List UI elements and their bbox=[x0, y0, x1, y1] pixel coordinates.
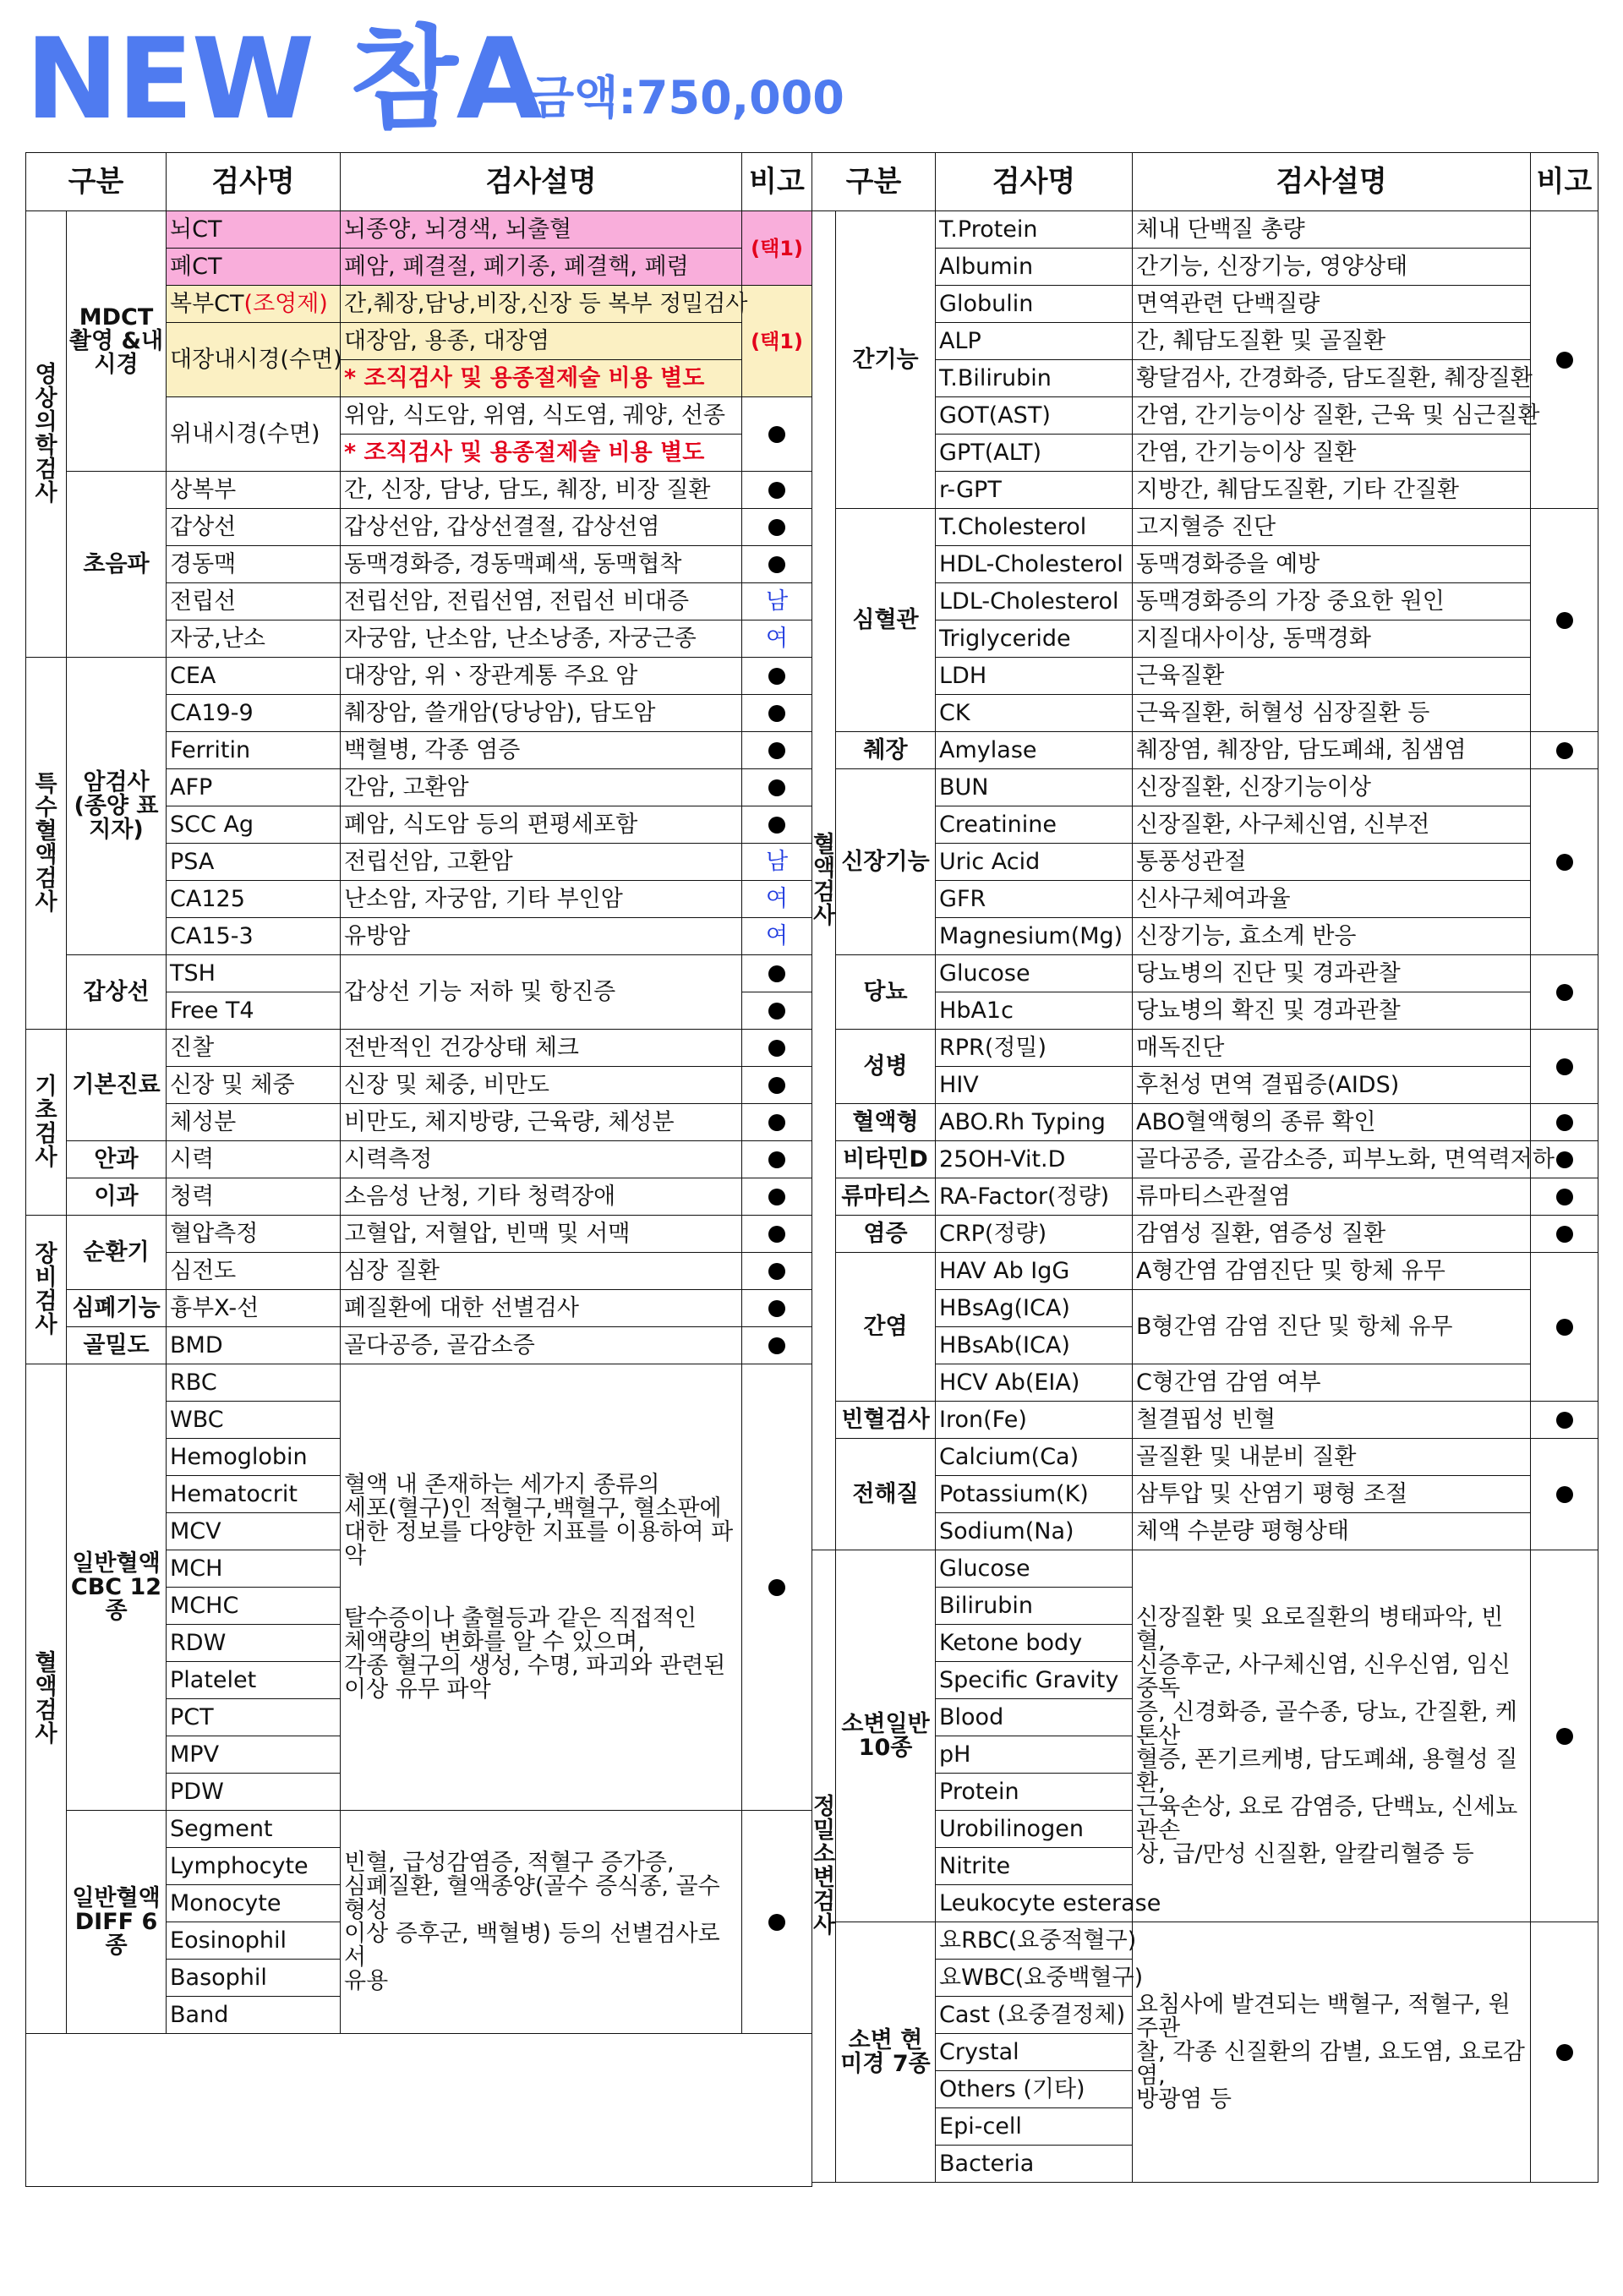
note-dot bbox=[742, 955, 812, 992]
group-imaging: 영상의학검사 bbox=[26, 211, 67, 658]
header-desc: 검사설명 bbox=[341, 153, 742, 211]
desc-tumor: 폐암, 식도암 등의 편평세포함 bbox=[341, 806, 742, 844]
group-kidney: 신장기능 bbox=[836, 769, 936, 955]
test-bmd: BMD bbox=[167, 1327, 341, 1364]
test-cbc: Hematocrit bbox=[167, 1476, 341, 1513]
note-dot bbox=[742, 695, 812, 732]
test-urinalysis: Nitrite bbox=[936, 1848, 1133, 1885]
included-dot-icon bbox=[768, 779, 785, 796]
header-category: 구분 bbox=[812, 153, 936, 211]
desc-kidney: 신장기능, 효소계 반응 bbox=[1133, 918, 1531, 955]
group-cbc: 일반혈액 CBC 12종 bbox=[67, 1364, 167, 1811]
note-pick2: (택1) bbox=[742, 286, 812, 397]
included-dot-icon bbox=[1556, 1486, 1573, 1503]
test-liver: Albumin bbox=[936, 249, 1133, 286]
note-male: 남 bbox=[742, 844, 812, 881]
test-std: HIV bbox=[936, 1067, 1133, 1104]
test-cbc: Hemoglobin bbox=[167, 1439, 341, 1476]
note-colonoscopy-cost: * 조직검사 및 용종절제술 비용 별도 bbox=[341, 360, 742, 397]
note-urinalysis bbox=[1531, 1550, 1598, 1922]
test-ecg: 심전도 bbox=[167, 1253, 341, 1290]
desc-ra: 류마티스관절염 bbox=[1133, 1178, 1531, 1216]
test-vitamin-d: 25OH-Vit.D bbox=[936, 1141, 1133, 1178]
included-dot-icon bbox=[768, 519, 785, 536]
test-iron: Iron(Fe) bbox=[936, 1402, 1133, 1439]
test-cbc: Platelet bbox=[167, 1662, 341, 1699]
test-electrolyte: Calcium(Ca) bbox=[936, 1439, 1133, 1476]
desc-tumor: 유방암 bbox=[341, 918, 742, 955]
note-dot bbox=[1531, 732, 1598, 769]
test-tumor: CA19-9 bbox=[167, 695, 341, 732]
test-basic: 체성분 bbox=[167, 1104, 341, 1141]
group-urinalysis: 소변일반 10종 bbox=[836, 1550, 936, 1922]
group-std: 성병 bbox=[836, 1030, 936, 1104]
group-ultrasound: 초음파 bbox=[67, 472, 167, 658]
group-cardiopulmonary: 심폐기능 bbox=[67, 1290, 167, 1327]
included-dot-icon bbox=[768, 1114, 785, 1131]
test-hepatitis: HCV Ab(EIA) bbox=[936, 1364, 1133, 1402]
group-blood-type: 혈액형 bbox=[836, 1104, 936, 1141]
test-kidney: Creatinine bbox=[936, 806, 1133, 844]
desc-std: 매독진단 bbox=[1133, 1030, 1531, 1067]
test-abd-ct: 복부CT(조영제) bbox=[167, 286, 341, 323]
included-dot-icon bbox=[1556, 742, 1573, 759]
test-free-t4: Free T4 bbox=[167, 992, 341, 1030]
test-diff: Segment bbox=[167, 1811, 341, 1848]
test-diff: Eosinophil bbox=[167, 1922, 341, 1960]
note-female: 여 bbox=[742, 881, 812, 918]
test-hepatitis: HBsAg(ICA) bbox=[936, 1290, 1133, 1327]
included-dot-icon bbox=[768, 965, 785, 982]
note-diff bbox=[742, 1811, 812, 2034]
test-hepatitis: HAV Ab IgG bbox=[936, 1253, 1133, 1290]
group-diabetes: 당뇨 bbox=[836, 955, 936, 1030]
desc-diabetes: 당뇨병의 진단 및 경과관찰 bbox=[1133, 955, 1531, 992]
header-note: 비고 bbox=[1531, 153, 1598, 211]
note-dot bbox=[742, 546, 812, 583]
desc-diabetes: 당뇨병의 확진 및 경과관찰 bbox=[1133, 992, 1531, 1030]
note-dot bbox=[742, 1290, 812, 1327]
desc-ecg: 심장 질환 bbox=[341, 1253, 742, 1290]
desc-tumor: 난소암, 자궁암, 기타 부인암 bbox=[341, 881, 742, 918]
desc-vitamin-d: 골다공증, 골감소증, 피부노화, 면역력저하 bbox=[1133, 1141, 1531, 1178]
test-urinalysis: Urobilinogen bbox=[936, 1811, 1133, 1848]
note-pick1: (택1) bbox=[742, 211, 812, 286]
note-dot bbox=[742, 1141, 812, 1178]
desc-kidney: 신장질환, 사구체신염, 신부전 bbox=[1133, 806, 1531, 844]
header-test: 검사명 bbox=[936, 153, 1133, 211]
desc-tumor: 백혈병, 각종 염증 bbox=[341, 732, 742, 769]
test-liver: GOT(AST) bbox=[936, 397, 1133, 435]
test-kidney: BUN bbox=[936, 769, 1133, 806]
test-blood-type: ABO.Rh Typing bbox=[936, 1104, 1133, 1141]
test-diabetes: HbA1c bbox=[936, 992, 1133, 1030]
desc-liver: 황달검사, 간경화증, 담도질환, 췌장질환 bbox=[1133, 360, 1531, 397]
included-dot-icon bbox=[768, 1337, 785, 1354]
included-dot-icon bbox=[768, 1226, 785, 1243]
test-tumor: Ferritin bbox=[167, 732, 341, 769]
test-liver: GPT(ALT) bbox=[936, 435, 1133, 472]
test-vision: 시력 bbox=[167, 1141, 341, 1178]
included-dot-icon bbox=[768, 1003, 785, 1020]
note-liver bbox=[1531, 211, 1598, 509]
empty-area bbox=[26, 2034, 812, 2187]
test-hepatitis: HBsAb(ICA) bbox=[936, 1327, 1133, 1364]
test-cardio: Triglyceride bbox=[936, 620, 1133, 658]
included-dot-icon bbox=[768, 1914, 785, 1931]
group-electrolyte: 전해질 bbox=[836, 1439, 936, 1550]
desc-hepatitis: C형간염 감염 여부 bbox=[1133, 1364, 1531, 1402]
header-note: 비고 bbox=[742, 153, 812, 211]
desc-cardio: 지질대사이상, 동맥경화 bbox=[1133, 620, 1531, 658]
note-dot bbox=[742, 1253, 812, 1290]
test-urinalysis: Glucose bbox=[936, 1550, 1133, 1588]
desc-kidney: 신장질환, 신장기능이상 bbox=[1133, 769, 1531, 806]
test-amylase: Amylase bbox=[936, 732, 1133, 769]
note-std bbox=[1531, 1030, 1598, 1104]
desc-liver: 간기능, 신장기능, 영양상태 bbox=[1133, 249, 1531, 286]
desc-us: 간, 신장, 담낭, 담도, 췌장, 비장 질환 bbox=[341, 472, 742, 509]
desc-basic: 비만도, 체지방량, 근육량, 체성분 bbox=[341, 1104, 742, 1141]
test-liver: Globulin bbox=[936, 286, 1133, 323]
included-dot-icon bbox=[768, 1151, 785, 1168]
note-dot bbox=[742, 732, 812, 769]
note-dot bbox=[742, 806, 812, 844]
note-dot bbox=[742, 1216, 812, 1253]
note-dot bbox=[742, 509, 812, 546]
test-std: RPR(정밀) bbox=[936, 1030, 1133, 1067]
test-kidney: Magnesium(Mg) bbox=[936, 918, 1133, 955]
desc-kidney: 신사구체여과율 bbox=[1133, 881, 1531, 918]
test-cbc: WBC bbox=[167, 1402, 341, 1439]
included-dot-icon bbox=[768, 705, 785, 722]
test-microscopy: Others (기타) bbox=[936, 2071, 1133, 2108]
test-bp: 혈압측정 bbox=[167, 1216, 341, 1253]
group-hepatitis: 간염 bbox=[836, 1253, 936, 1402]
price-label: 금액:750,000 bbox=[530, 71, 844, 124]
group-urine-microscopy: 소변 현미경 7종 bbox=[836, 1922, 936, 2183]
desc-us: 전립선암, 전립선염, 전립선 비대증 bbox=[341, 583, 742, 620]
test-diff: Band bbox=[167, 1997, 341, 2034]
desc-tumor: 전립선암, 고환암 bbox=[341, 844, 742, 881]
desc-electrolyte: 골질환 및 내분비 질환 bbox=[1133, 1439, 1531, 1476]
included-dot-icon bbox=[768, 1077, 785, 1094]
note-cbc bbox=[742, 1364, 812, 1811]
desc-colonoscopy: 대장암, 용종, 대장염 bbox=[341, 323, 742, 360]
test-urinalysis: pH bbox=[936, 1736, 1133, 1774]
test-cardio: LDH bbox=[936, 658, 1133, 695]
desc-urinalysis: 신장질환 및 요로질환의 병태파악, 빈혈, 신증후군, 사구체신염, 신우신염, 임신중독 증, 신경화증, 골수종, 당뇨, 간질환, 케톤산 혈증, 폰기르케병, 담도폐쇄, 용혈성 질환, 근육손상, 요로 감염증, 단백뇨, 신세뇨관손 상, 급/만성 신질환, 알칼리혈증 등 bbox=[1133, 1550, 1531, 1922]
desc-electrolyte: 삼투압 및 산염기 평형 조절 bbox=[1133, 1476, 1531, 1513]
desc-lung-ct: 폐암, 폐결절, 폐기종, 폐결핵, 폐렴 bbox=[341, 249, 742, 286]
test-cbc: PCT bbox=[167, 1699, 341, 1736]
included-dot-icon bbox=[768, 426, 785, 443]
test-electrolyte: Sodium(Na) bbox=[936, 1513, 1133, 1550]
test-urinalysis: Leukocyte esterase bbox=[936, 1885, 1133, 1922]
note-cardio bbox=[1531, 509, 1598, 732]
group-circulation: 순환기 bbox=[67, 1216, 167, 1290]
group-anemia: 빈혈검사 bbox=[836, 1402, 936, 1439]
desc-tumor: 췌장암, 쓸개암(당낭암), 담도암 bbox=[341, 695, 742, 732]
test-gastroscopy: 위내시경(수면) bbox=[167, 397, 341, 472]
included-dot-icon bbox=[1556, 1058, 1573, 1075]
test-ra: RA-Factor(정량) bbox=[936, 1178, 1133, 1216]
test-microscopy: Crystal bbox=[936, 2034, 1133, 2071]
included-dot-icon bbox=[1556, 352, 1573, 369]
test-kidney: Uric Acid bbox=[936, 844, 1133, 881]
desc-basic: 신장 및 체중, 비만도 bbox=[341, 1067, 742, 1104]
included-dot-icon bbox=[1556, 984, 1573, 1001]
desc-us: 동맥경화증, 경동맥폐색, 동맥협착 bbox=[341, 546, 742, 583]
test-cbc: MCHC bbox=[167, 1588, 341, 1625]
desc-gastroscopy: 위암, 식도암, 위염, 식도염, 궤양, 선종 bbox=[341, 397, 742, 435]
note-dot bbox=[742, 1327, 812, 1364]
desc-tumor: 간암, 고환암 bbox=[341, 769, 742, 806]
test-cardio: LDL-Cholesterol bbox=[936, 583, 1133, 620]
desc-liver: 면역관련 단백질량 bbox=[1133, 286, 1531, 323]
included-dot-icon bbox=[768, 742, 785, 759]
group-vitamin-d: 비타민D bbox=[836, 1141, 936, 1178]
test-urinalysis: Protein bbox=[936, 1774, 1133, 1811]
test-cardio: CK bbox=[936, 695, 1133, 732]
test-tumor: SCC Ag bbox=[167, 806, 341, 844]
included-dot-icon bbox=[1556, 1226, 1573, 1243]
test-us: 경동맥 bbox=[167, 546, 341, 583]
group-special-blood: 특수혈액검사 bbox=[26, 658, 67, 1030]
desc-chest-xray: 폐질환에 대한 선별검사 bbox=[341, 1290, 742, 1327]
test-urinalysis: Bilirubin bbox=[936, 1588, 1133, 1625]
note-gastroscopy-cost: * 조직검사 및 용종절제술 비용 별도 bbox=[341, 435, 742, 472]
group-blood-right: 혈액검사 bbox=[812, 211, 836, 1550]
test-diff: Lymphocyte bbox=[167, 1848, 341, 1885]
included-dot-icon bbox=[768, 1263, 785, 1280]
test-tumor: CA125 bbox=[167, 881, 341, 918]
test-kidney: GFR bbox=[936, 881, 1133, 918]
test-cbc: MCV bbox=[167, 1513, 341, 1550]
contrast-label: (조영제) bbox=[243, 290, 328, 317]
test-us: 자궁,난소 bbox=[167, 620, 341, 658]
header-category: 구분 bbox=[26, 153, 167, 211]
desc-brain-ct: 뇌종양, 뇌경색, 뇌출혈 bbox=[341, 211, 742, 249]
group-liver: 간기능 bbox=[836, 211, 936, 509]
included-dot-icon bbox=[768, 556, 785, 573]
test-diff: Monocyte bbox=[167, 1885, 341, 1922]
test-diff: Basophil bbox=[167, 1960, 341, 1997]
desc-abd-ct: 간,췌장,담낭,비장,신장 등 복부 정밀검사 bbox=[341, 286, 742, 323]
test-basic: 진찰 bbox=[167, 1030, 341, 1067]
test-us: 전립선 bbox=[167, 583, 341, 620]
included-dot-icon bbox=[1556, 1151, 1573, 1168]
test-basic: 신장 및 체중 bbox=[167, 1067, 341, 1104]
note-gastroscopy bbox=[742, 397, 812, 472]
test-cbc: PDW bbox=[167, 1774, 341, 1811]
test-crp: CRP(정량) bbox=[936, 1216, 1133, 1253]
desc-cardio: 고지혈증 진단 bbox=[1133, 509, 1531, 546]
note-dot bbox=[742, 769, 812, 806]
test-tsh: TSH bbox=[167, 955, 341, 992]
page-title: NEW 참A bbox=[25, 14, 541, 145]
test-tumor: AFP bbox=[167, 769, 341, 806]
test-tumor: CA15-3 bbox=[167, 918, 341, 955]
note-dot bbox=[742, 1067, 812, 1104]
group-mdct: MDCT 촬영 &내시경 bbox=[67, 211, 167, 472]
included-dot-icon bbox=[768, 482, 785, 499]
test-cbc: RDW bbox=[167, 1625, 341, 1662]
test-liver: r-GPT bbox=[936, 472, 1133, 509]
desc-vision: 시력측정 bbox=[341, 1141, 742, 1178]
included-dot-icon bbox=[1556, 1412, 1573, 1429]
left-header-row bbox=[26, 153, 812, 211]
test-cardio: T.Cholesterol bbox=[936, 509, 1133, 546]
note-female: 여 bbox=[742, 918, 812, 955]
test-us: 상복부 bbox=[167, 472, 341, 509]
included-dot-icon bbox=[768, 1579, 785, 1596]
group-eye: 안과 bbox=[67, 1141, 167, 1178]
note-dot bbox=[742, 992, 812, 1030]
desc-kidney: 통풍성관절 bbox=[1133, 844, 1531, 881]
header-desc: 검사설명 bbox=[1133, 153, 1531, 211]
left-table bbox=[25, 152, 812, 2187]
note-dot bbox=[1531, 1104, 1598, 1141]
test-lung-ct: 폐CT bbox=[167, 249, 341, 286]
group-equipment: 장비검사 bbox=[26, 1216, 67, 1364]
note-dot bbox=[742, 1104, 812, 1141]
note-dot bbox=[1531, 1402, 1598, 1439]
desc-us: 갑상선암, 갑상선결절, 갑상선염 bbox=[341, 509, 742, 546]
desc-cardio: 근육질환 bbox=[1133, 658, 1531, 695]
test-cbc: MCH bbox=[167, 1550, 341, 1588]
included-dot-icon bbox=[1556, 1728, 1573, 1745]
desc-us: 자궁암, 난소암, 난소낭종, 자궁근종 bbox=[341, 620, 742, 658]
test-electrolyte: Potassium(K) bbox=[936, 1476, 1133, 1513]
note-hepatitis bbox=[1531, 1253, 1598, 1402]
desc-bp: 고혈압, 저혈압, 빈맥 및 서맥 bbox=[341, 1216, 742, 1253]
included-dot-icon bbox=[1556, 1189, 1573, 1205]
desc-liver: 간염, 간기능이상 질환 bbox=[1133, 435, 1531, 472]
desc-iron: 철결핍성 빈혈 bbox=[1133, 1402, 1531, 1439]
test-microscopy: Epi-cell bbox=[936, 2108, 1133, 2146]
desc-tumor: 대장암, 위ㆍ장관계통 주요 암 bbox=[341, 658, 742, 695]
note-female: 여 bbox=[742, 620, 812, 658]
note-dot bbox=[1531, 1178, 1598, 1216]
included-dot-icon bbox=[768, 1189, 785, 1205]
test-colonoscopy: 대장내시경(수면) bbox=[167, 323, 341, 397]
desc-hearing: 소음성 난청, 기타 청력장애 bbox=[341, 1178, 742, 1216]
note-dot bbox=[742, 472, 812, 509]
test-cbc: MPV bbox=[167, 1736, 341, 1774]
group-bone-density: 골밀도 bbox=[67, 1327, 167, 1364]
desc-liver: 지방간, 췌담도질환, 기타 간질환 bbox=[1133, 472, 1531, 509]
test-liver: ALP bbox=[936, 323, 1133, 360]
included-dot-icon bbox=[1556, 612, 1573, 629]
test-microscopy: Cast (요중결정체) bbox=[936, 1997, 1133, 2034]
note-dot bbox=[1531, 1216, 1598, 1253]
desc-liver: 간, 췌담도질환 및 골질환 bbox=[1133, 323, 1531, 360]
group-basic: 기초검사 bbox=[26, 1030, 67, 1216]
test-us: 갑상선 bbox=[167, 509, 341, 546]
note-dot bbox=[742, 658, 812, 695]
included-dot-icon bbox=[768, 817, 785, 834]
included-dot-icon bbox=[1556, 1319, 1573, 1336]
group-blood: 혈액검사 bbox=[26, 1364, 67, 2034]
desc-liver: 간염, 간기능이상 질환, 근육 및 심근질환 bbox=[1133, 397, 1531, 435]
group-cardio: 심혈관 bbox=[836, 509, 936, 732]
note-electrolyte bbox=[1531, 1439, 1598, 1550]
note-diabetes bbox=[1531, 955, 1598, 1030]
group-rheumatism: 류마티스 bbox=[836, 1178, 936, 1216]
test-cardio: HDL-Cholesterol bbox=[936, 546, 1133, 583]
test-urinalysis: Blood bbox=[936, 1699, 1133, 1736]
desc-crp: 감염성 질환, 염증성 질환 bbox=[1133, 1216, 1531, 1253]
desc-amylase: 췌장염, 췌장암, 담도폐쇄, 침샘염 bbox=[1133, 732, 1531, 769]
test-microscopy: 요WBC(요중백혈구) bbox=[936, 1960, 1133, 1997]
group-diff: 일반혈액 DIFF 6종 bbox=[67, 1811, 167, 2034]
included-dot-icon bbox=[768, 668, 785, 685]
note-dot bbox=[742, 1030, 812, 1067]
desc-electrolyte: 체액 수분량 평형상태 bbox=[1133, 1513, 1531, 1550]
group-thyroid: 갑상선 bbox=[67, 955, 167, 1030]
test-microscopy: Bacteria bbox=[936, 2146, 1133, 2183]
group-urine: 정밀소변검사 bbox=[812, 1550, 836, 2183]
group-ear: 이과 bbox=[67, 1178, 167, 1216]
test-tumor: CEA bbox=[167, 658, 341, 695]
desc-hepatitis: A형간염 감염진단 및 항체 유무 bbox=[1133, 1253, 1531, 1290]
desc-cardio: 근육질환, 허혈성 심장질환 등 bbox=[1133, 695, 1531, 732]
header-test: 검사명 bbox=[167, 153, 341, 211]
note-kidney bbox=[1531, 769, 1598, 955]
test-urinalysis: Ketone body bbox=[936, 1625, 1133, 1662]
test-liver: T.Protein bbox=[936, 211, 1133, 249]
included-dot-icon bbox=[768, 1300, 785, 1317]
included-dot-icon bbox=[1556, 854, 1573, 871]
included-dot-icon bbox=[1556, 1114, 1573, 1131]
right-header-row bbox=[812, 153, 1598, 211]
group-general: 기본진료 bbox=[67, 1030, 167, 1141]
group-tumor-marker: 암검사 (종양 표지자) bbox=[67, 658, 167, 955]
desc-diff: 빈혈, 급성감염증, 적혈구 증가증, 심폐질환, 혈액종양(골수 증식종, 골수형성 이상 증후군, 백혈병) 등의 선별검사로서 유용 bbox=[341, 1811, 742, 2034]
desc-bmd: 골다공증, 골감소증 bbox=[341, 1327, 742, 1364]
test-urinalysis: Specific Gravity bbox=[936, 1662, 1133, 1699]
test-diabetes: Glucose bbox=[936, 955, 1133, 992]
included-dot-icon bbox=[768, 1040, 785, 1057]
test-tumor: PSA bbox=[167, 844, 341, 881]
desc-hepatitis-b: B형간염 감염 진단 및 항체 유무 bbox=[1133, 1290, 1531, 1364]
group-pancreas: 췌장 bbox=[836, 732, 936, 769]
desc-cbc: 혈액 내 존재하는 세가지 종류의 세포(혈구)인 적혈구,백혈구, 혈소판에 대한 정보를 다양한 지표를 이용하여 파악 탈수증이나 출혈등과 같은 직접적인 체액량의 변화를 알 수 있으며, 각종 혈구의 생성, 수명, 파괴와 관련된 이상 유무 파악 bbox=[341, 1364, 742, 1811]
note-microscopy bbox=[1531, 1922, 1598, 2183]
test-hearing: 청력 bbox=[167, 1178, 341, 1216]
note-dot bbox=[742, 1178, 812, 1216]
desc-microscopy: 요침사에 발견되는 백혈구, 적혈구, 원주관 찰, 각종 신질환의 감별, 요도염, 요로감염, 방광염 등 bbox=[1133, 1922, 1531, 2183]
test-liver: T.Bilirubin bbox=[936, 360, 1133, 397]
desc-basic: 전반적인 건강상태 체크 bbox=[341, 1030, 742, 1067]
test-cbc: RBC bbox=[167, 1364, 341, 1402]
group-inflammation: 염증 bbox=[836, 1216, 936, 1253]
desc-thyroid: 갑상선 기능 저하 및 항진증 bbox=[341, 955, 742, 1030]
test-chest-xray: 흉부X-선 bbox=[167, 1290, 341, 1327]
note-male: 남 bbox=[742, 583, 812, 620]
desc-liver: 체내 단백질 총량 bbox=[1133, 211, 1531, 249]
desc-cardio: 동맥경화증의 가장 중요한 원인 bbox=[1133, 583, 1531, 620]
desc-blood-type: ABO혈액형의 종류 확인 bbox=[1133, 1104, 1531, 1141]
included-dot-icon bbox=[1556, 2044, 1573, 2061]
desc-cardio: 동맥경화증을 예방 bbox=[1133, 546, 1531, 583]
test-microscopy: 요RBC(요중적혈구) bbox=[936, 1922, 1133, 1960]
test-brain-ct: 뇌CT bbox=[167, 211, 341, 249]
right-table bbox=[812, 152, 1598, 2183]
desc-std: 후천성 면역 결핍증(AIDS) bbox=[1133, 1067, 1531, 1104]
